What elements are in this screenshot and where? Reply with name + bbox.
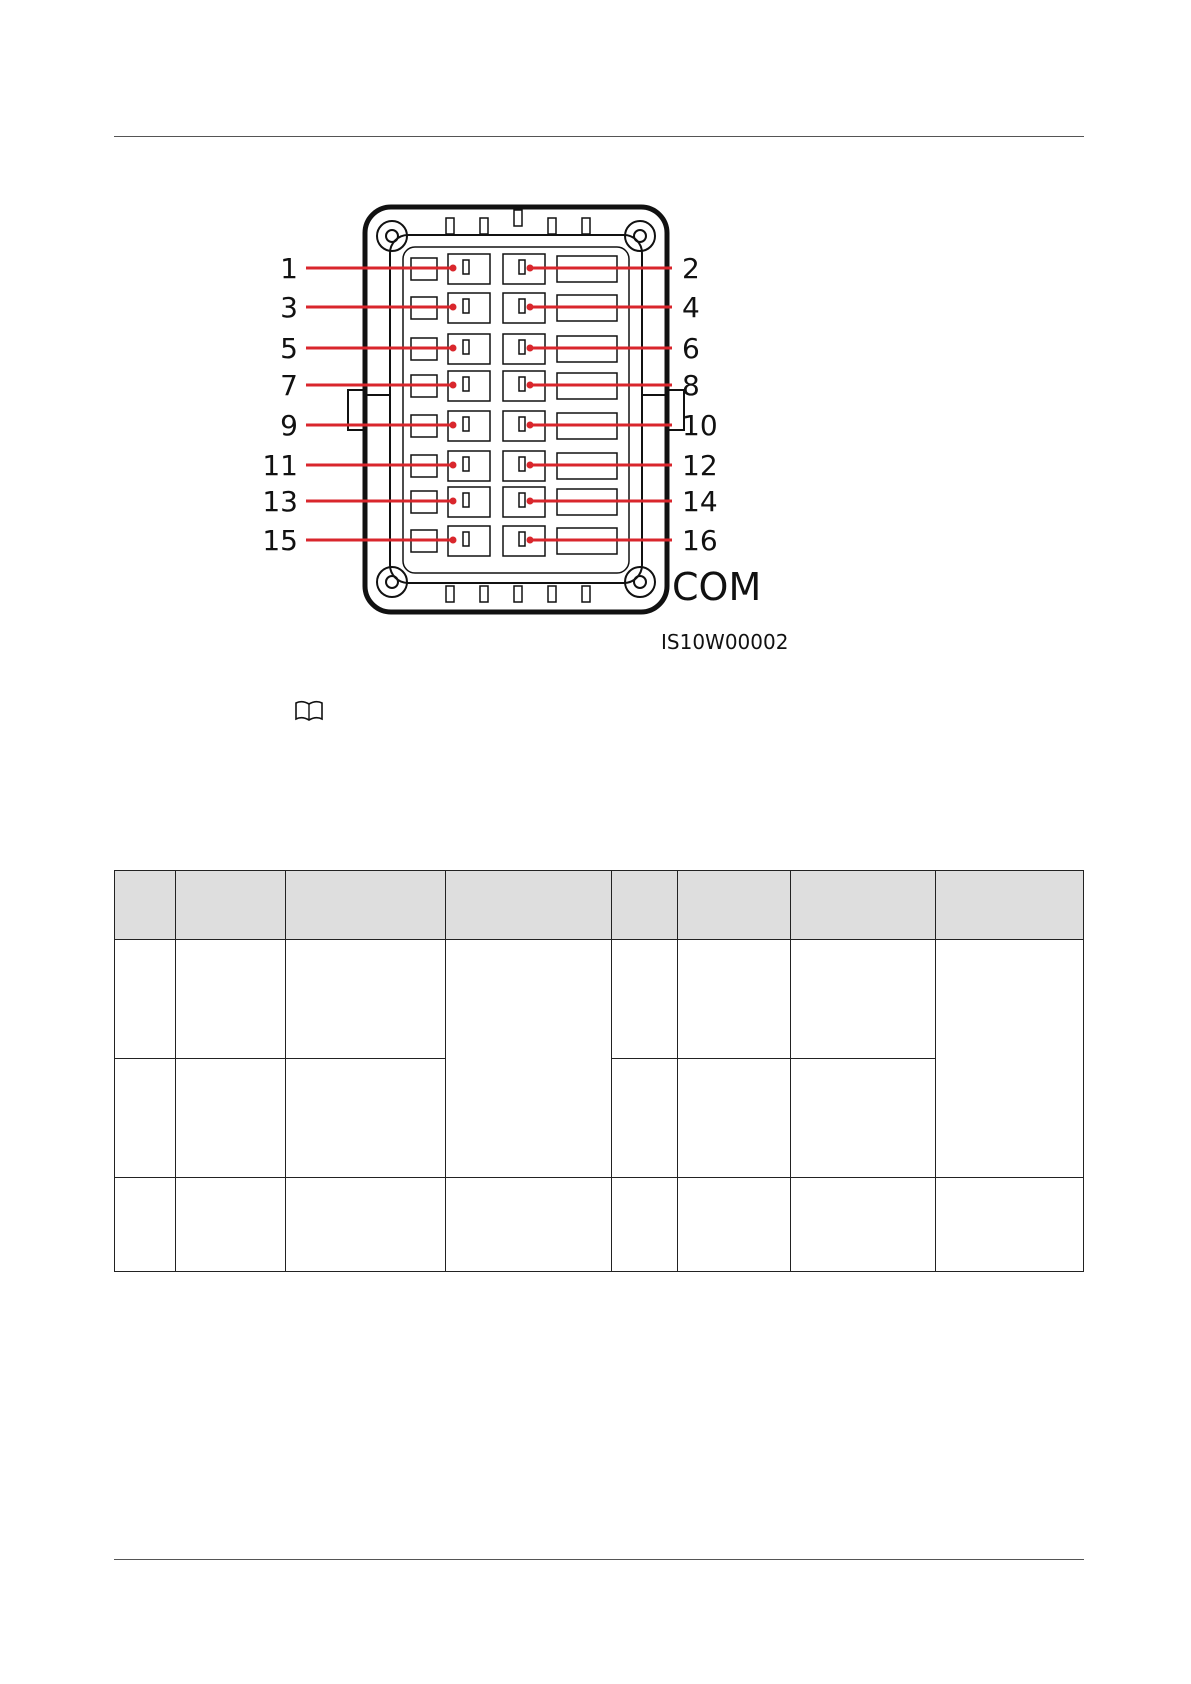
pin-marker	[450, 537, 457, 544]
pin-label: 15	[262, 524, 298, 557]
table-cell	[790, 940, 935, 1059]
header-cell	[176, 871, 286, 940]
terminal-contact	[463, 532, 469, 546]
pin-marker	[527, 265, 534, 272]
terminal-contact	[463, 299, 469, 313]
pin-marker	[450, 462, 457, 469]
terminal-block	[411, 254, 617, 556]
table-row	[115, 1178, 1084, 1272]
header-cell	[446, 871, 612, 940]
table-cell	[790, 1059, 935, 1178]
pin-label: 10	[682, 409, 718, 442]
table-cell	[612, 940, 677, 1059]
table-cell	[115, 1059, 176, 1178]
terminal-contact	[519, 299, 525, 313]
table-cell	[935, 940, 1083, 1178]
table-cell	[286, 1059, 446, 1178]
terminal-contact	[519, 377, 525, 391]
table-cell	[935, 1178, 1083, 1272]
pin-label: 1	[280, 252, 298, 285]
pin-label: 14	[682, 485, 718, 518]
footer-rule	[114, 1559, 1084, 1560]
pin-marker	[450, 422, 457, 429]
table-cell	[176, 1059, 286, 1178]
terminal-contact	[519, 532, 525, 546]
table-cell	[790, 1178, 935, 1272]
terminal-contact	[519, 457, 525, 471]
terminal-contact	[519, 493, 525, 507]
table-cell	[677, 1059, 790, 1178]
pin-label: 16	[682, 524, 718, 557]
terminal-contact	[463, 260, 469, 274]
table-row	[115, 940, 1084, 1059]
port-label: COM	[672, 565, 762, 609]
table-cell	[115, 1178, 176, 1272]
com-port-diagram	[262, 190, 810, 660]
pin-marker	[527, 537, 534, 544]
pin-label: 5	[280, 332, 298, 365]
header-cell	[612, 871, 677, 940]
pin-label: 13	[262, 485, 298, 518]
figure-id: IS10W00002	[661, 630, 789, 654]
header-cell	[286, 871, 446, 940]
pin-label: 11	[262, 449, 298, 482]
terminal-contact	[519, 340, 525, 354]
pin-marker	[527, 462, 534, 469]
book-icon	[294, 700, 324, 722]
pin-marker	[450, 382, 457, 389]
table-cell	[677, 940, 790, 1059]
terminal-contact	[463, 457, 469, 471]
table-cell	[286, 940, 446, 1059]
header-rule	[114, 136, 1084, 137]
pin-marker	[450, 304, 457, 311]
pin-label: 9	[280, 409, 298, 442]
table-cell	[115, 940, 176, 1059]
pin-marker	[450, 265, 457, 272]
table-cell	[286, 1178, 446, 1272]
header-cell	[677, 871, 790, 940]
terminal-contact	[463, 377, 469, 391]
table-cell	[176, 940, 286, 1059]
pin-label: 8	[682, 369, 700, 402]
pin-label: 7	[280, 369, 298, 402]
pin-marker	[450, 345, 457, 352]
pin-marker	[527, 345, 534, 352]
pin-label: 3	[280, 291, 298, 324]
table-header-row	[115, 871, 1084, 940]
table-cell	[176, 1178, 286, 1272]
terminal-contact	[463, 340, 469, 354]
pin-label: 6	[682, 332, 700, 365]
header-cell	[115, 871, 176, 940]
table-cell	[446, 1178, 612, 1272]
header-cell	[935, 871, 1083, 940]
terminal-contact	[463, 493, 469, 507]
pin-marker	[527, 304, 534, 311]
pin-definition-table	[114, 870, 1084, 1272]
terminal-contact	[519, 417, 525, 431]
pin-marker	[527, 382, 534, 389]
port-housing-core	[403, 247, 629, 573]
table-cell	[677, 1178, 790, 1272]
port-housing-inner	[390, 235, 642, 583]
terminal-contact	[519, 260, 525, 274]
terminal-contact	[463, 417, 469, 431]
pin-label: 4	[682, 291, 700, 324]
pin-marker	[450, 498, 457, 505]
table-cell	[446, 940, 612, 1178]
pin-marker	[527, 498, 534, 505]
table-cell	[612, 1178, 677, 1272]
pin-marker	[527, 422, 534, 429]
header-cell	[790, 871, 935, 940]
table-cell	[612, 1059, 677, 1178]
pin-label: 12	[682, 449, 718, 482]
pin-label: 2	[682, 252, 700, 285]
